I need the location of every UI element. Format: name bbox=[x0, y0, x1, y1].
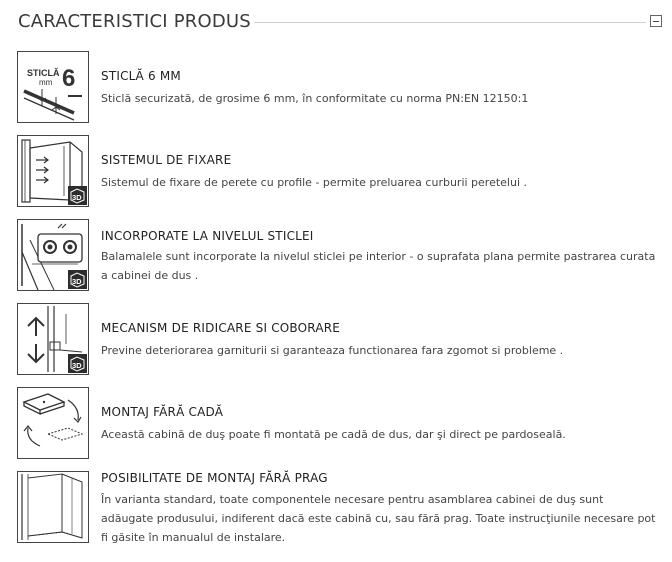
3d-badge-icon[interactable] bbox=[68, 354, 87, 373]
minus-square-icon[interactable] bbox=[650, 15, 662, 27]
lift-lower-mechanism-icon bbox=[17, 303, 89, 375]
badge-text: 3D bbox=[72, 193, 82, 202]
feature-item-lift-mechanism bbox=[17, 303, 657, 375]
glass-thickness-icon bbox=[17, 51, 89, 123]
icon-value-text: 6 bbox=[62, 65, 76, 92]
feature-description: Sistemul de fixare de perete cu profile - permite preluarea curburii peretelui . bbox=[101, 176, 528, 189]
feature-description: Această cabină de duş poate fi montată pe cadă de dus, dar şi direct pe pardoseală. bbox=[101, 428, 566, 441]
3d-badge-icon[interactable] bbox=[68, 186, 87, 205]
feature-description: Previne deteriorarea garniturii si garanteaza functionarea fara zgomot si probleme . bbox=[101, 344, 564, 357]
feature-description: Sticlă securizată, de grosime 6 mm, în conformitate cu norma PN:EN 12150:1 bbox=[101, 92, 529, 105]
feature-title: MONTAJ FĂRĂ CADĂ bbox=[101, 405, 224, 419]
icon-label-text: STICLĂ bbox=[27, 68, 60, 78]
wall-fixing-profile-icon bbox=[17, 135, 89, 207]
header-divider bbox=[254, 22, 646, 23]
feature-item-fixing-system bbox=[17, 135, 657, 207]
icon-unit-text: mm bbox=[39, 78, 53, 87]
feature-item-hinges bbox=[17, 219, 657, 291]
feature-item-glass bbox=[17, 51, 657, 123]
feature-description: În varianta standard, toate componentele necesare pentru asamblarea cabinei de duş sunt adăugate produsului, indiferent dacă este cabină cu, sau fără prag. Toate instrucţiunile necesare pot fi găsite în manualul de instalare. bbox=[101, 493, 656, 544]
section-header bbox=[18, 10, 664, 36]
3d-badge-icon[interactable] bbox=[68, 270, 87, 289]
feature-title: SISTEMUL DE FIXARE bbox=[101, 153, 232, 167]
feature-title: POSIBILITATE DE MONTAJ FĂRĂ PRAG bbox=[101, 471, 328, 485]
threshold-free-mount-icon bbox=[17, 471, 89, 543]
section-title: CARACTERISTICI PRODUS bbox=[18, 11, 251, 32]
badge-text: 3D bbox=[72, 277, 82, 286]
feature-item-mount-without-tray bbox=[17, 387, 657, 459]
feature-title: INCORPORATE LA NIVELUL STICLEI bbox=[101, 229, 314, 243]
feature-item-threshold-free bbox=[17, 471, 657, 545]
feature-title: MECANISM DE RIDICARE SI COBORARE bbox=[101, 321, 341, 335]
glass-hinge-icon bbox=[17, 219, 89, 291]
tray-or-floor-mount-icon bbox=[17, 387, 89, 459]
badge-text: 3D bbox=[72, 361, 82, 370]
feature-description: Balamalele sunt incorporate la nivelul sticlei pe interior - o suprafata plana permite pastrarea curata a cabinei de dus . bbox=[101, 250, 656, 282]
feature-title: STICLĂ 6 MM bbox=[101, 69, 181, 83]
